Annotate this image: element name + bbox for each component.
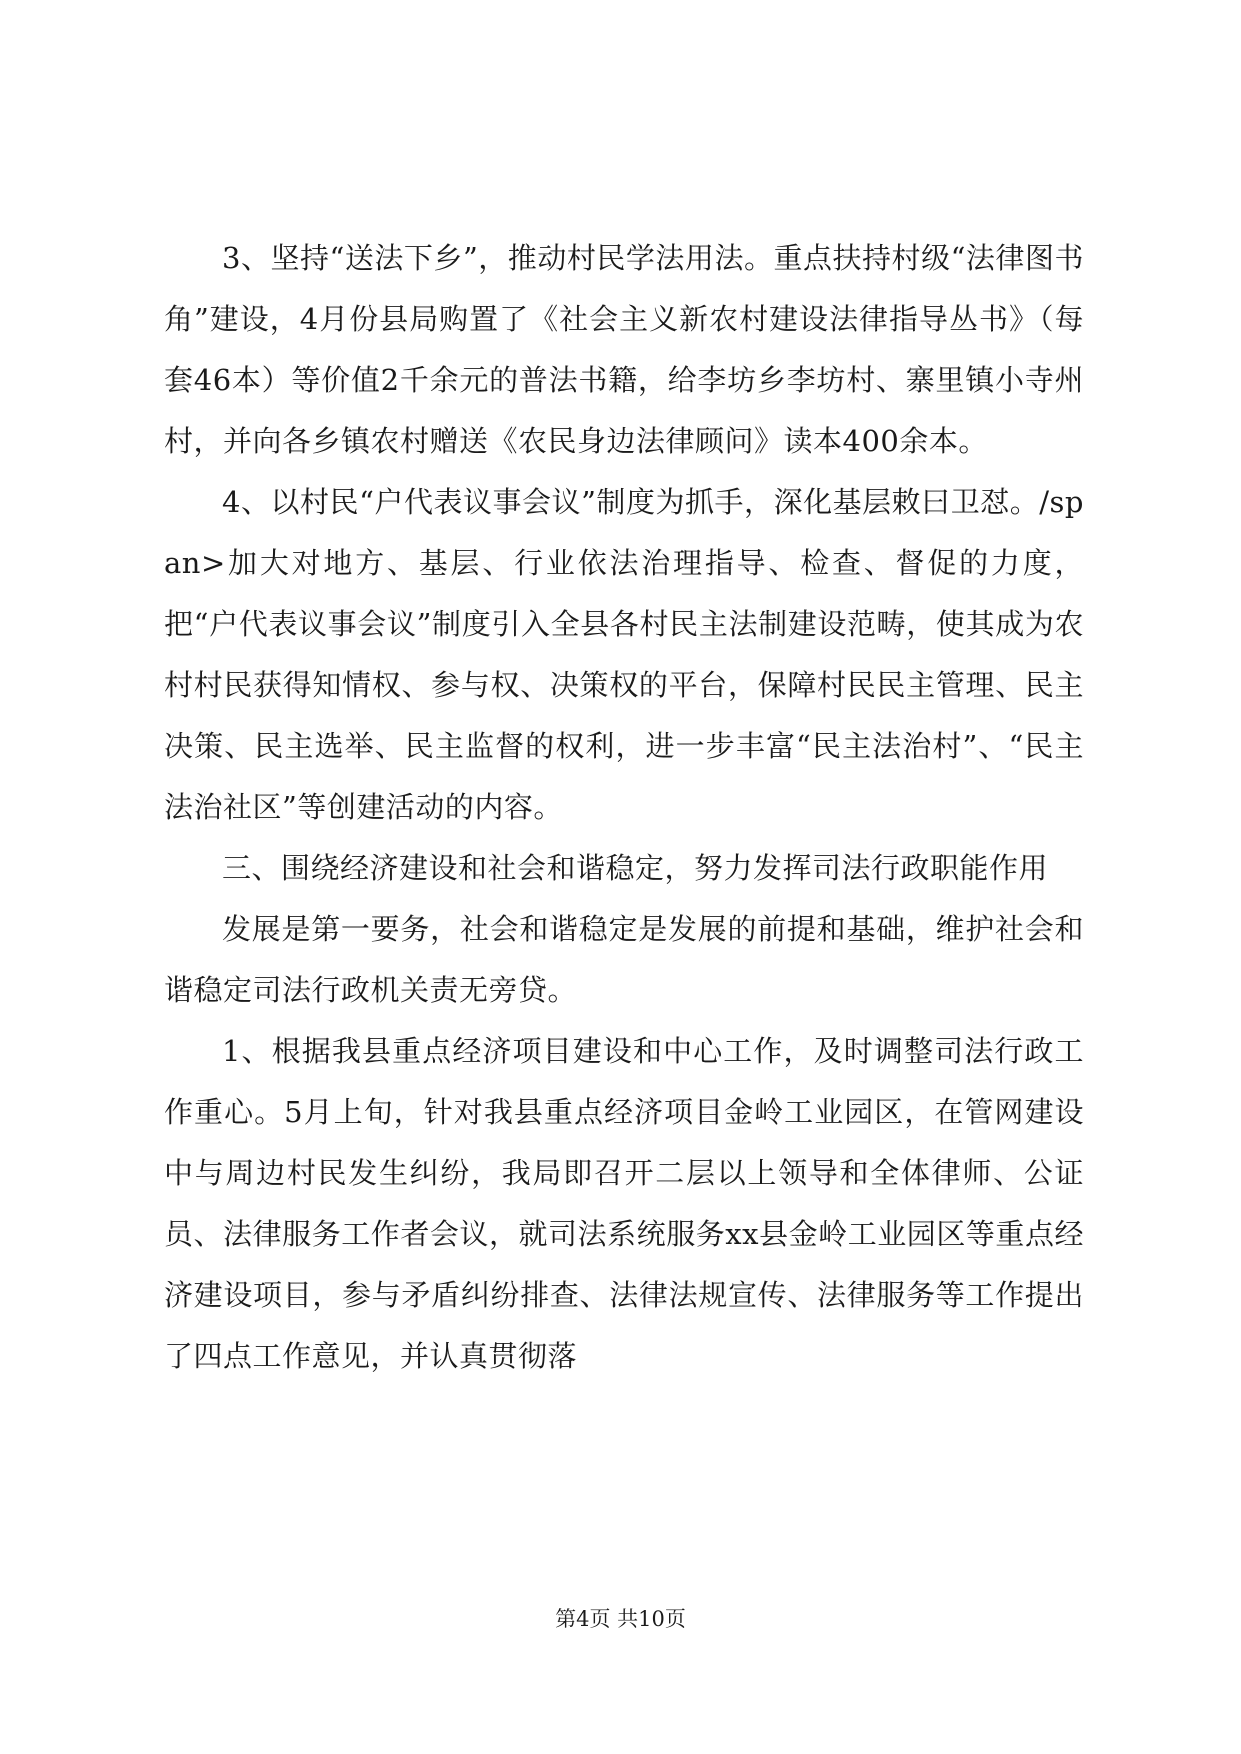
paragraph-development-stability: 发展是第一要务，社会和谐稳定是发展的前提和基础，维护社会和谐稳定司法行政机关责无旁贷。 bbox=[164, 912, 1084, 1007]
paragraph-send-law-to-countryside: 3、坚持“送法下乡”，推动村民学法用法。重点扶持村级“法律图书角”建设，4月份县局购置了《社会主义新农村建设法律指导丛书》（每套46本）等价值2千余元的普法书籍，给李坊乡李坊村、寨里镇小寺州村，并向各乡镇农村赠送《农民身边法律顾问》读本400余本。 bbox=[164, 241, 1084, 458]
section-heading-three: 三、围绕经济建设和社会和谐稳定，努力发挥司法行政职能作用 bbox=[222, 851, 1049, 885]
page-number-footer: 第4页 共10页 bbox=[555, 1607, 686, 1631]
document-body bbox=[164, 228, 1084, 1387]
paragraph-key-economic-projects: 1、根据我县重点经济项目建设和中心工作，及时调整司法行政工作重心。5月上旬，针对我县重点经济项目金岭工业园区，在管网建设中与周边村民发生纠纷，我局即召开二层以上领导和全体律师、公证员、法律服务工作者会议，就司法系统服务xx县金岭工业园区等重点经济建设项目，参与矛盾纠纷排查、法律法规宣传、法律服务等工作提出了四点工作意见，并认真贯彻落 bbox=[164, 1034, 1084, 1373]
paragraph-household-representative-meeting: 4、以村民“户代表议事会议”制度为抓手，深化基层敕曰卫怼。/span>加大对地方、基层、行业依法治理指导、检查、督促的力度，把“户代表议事会议”制度引入全县各村民主法制建设范畴，使其成为农村村民获得知情权、参与权、决策权的平台，保障村民民主管理、民主决策、民主选举、民主监督的权利，进一步丰富“民主法治村”、“民主法治社区”等创建活动的内容。 bbox=[164, 485, 1084, 824]
